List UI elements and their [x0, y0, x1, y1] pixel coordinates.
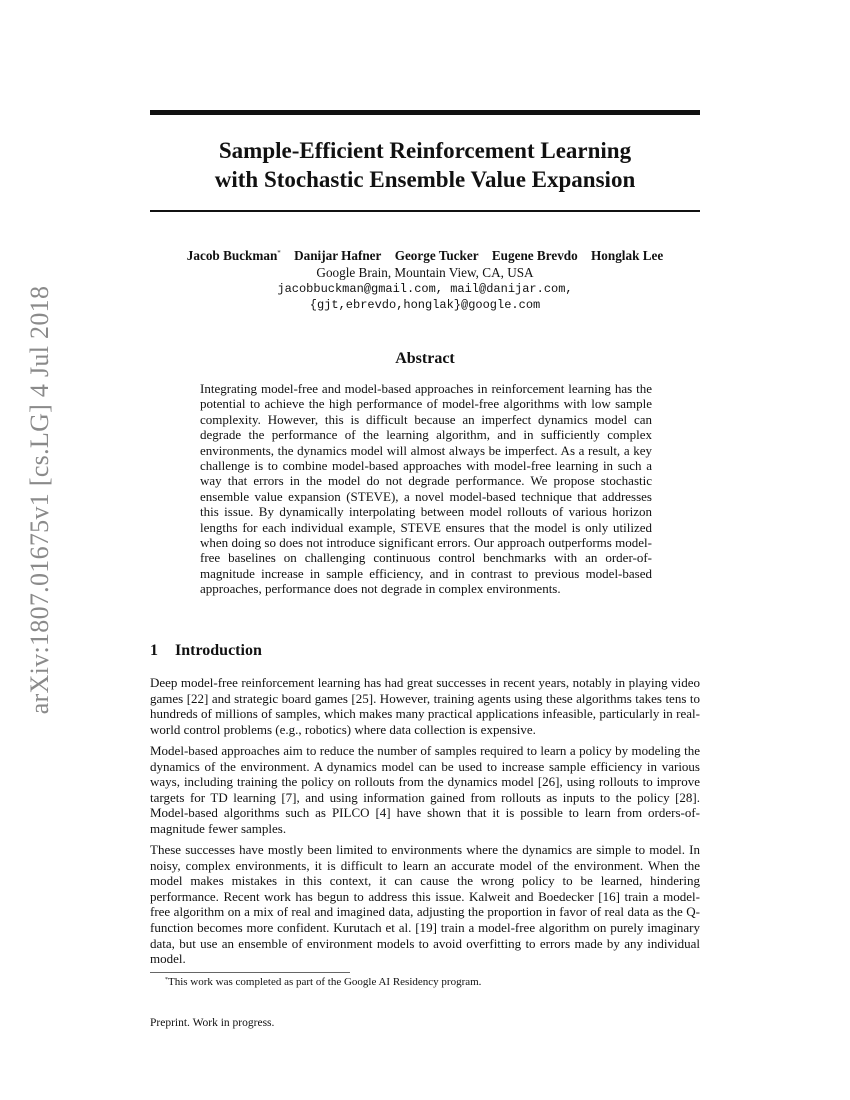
author: Eugene Brevdo: [491, 248, 578, 263]
author: [187, 248, 281, 263]
abstract-heading: Abstract: [395, 350, 455, 367]
title-bottom-rule: [150, 210, 700, 212]
footnote-mark: *: [277, 249, 281, 257]
affiliation: Google Brain, Mountain View, CA, USA: [316, 265, 534, 280]
author-list: [150, 248, 700, 264]
paper-title: [150, 136, 700, 194]
footnote: [165, 976, 481, 988]
preprint-note: Preprint. Work in progress.: [150, 1017, 275, 1029]
title-top-rule: [150, 110, 700, 115]
email-line-2: {gjt,ebrevdo,honglak}@google.com: [309, 298, 541, 312]
title-line-2: with Stochastic Ensemble Value Expansion: [214, 167, 636, 192]
author: George Tucker: [394, 248, 479, 263]
author: Honglak Lee: [591, 248, 664, 263]
intro-paragraph-3: These successes have mostly been limited to environments where the dynamics are simple to model. In noisy, complex environments, it is difficult to learn an accurate model of the environment. When the model makes mistakes in this context, it can cause the wrong policy to be learned, hindering performance. Recent work has begun to address this issue. Kalweit and Boedecker [16] train a model-free algorithm on a mix of real and imagined data, adjusting the proportion in favor of real data as the Q-function becomes more confident. Kurutach et al. [19] train a model-free algorithm on purely imaginary data, but use an ensemble of environment models to avoid overfitting to errors made by any individual model.: [150, 842, 700, 967]
abstract-text: Integrating model-free and model-based approaches in reinforcement learning has the potential to achieve the high performance of model-free algorithms with low sample complexity. However, this is difficult because an imperfect dynamics model can degrade the performance of the learning algorithm, and in sufficiently complex environments, the dynamics model will almost always be imperfect. As a result, a key challenge is to combine model-based approaches with model-free learning in such a way that errors in the model do not degrade performance. We propose stochastic ensemble value expansion (STEVE), a novel model-based technique that addresses this issue. By dynamically interpolating between model rollouts of various horizon lengths for each individual example, STEVE ensures that the model is only utilized when doing so does not introduce significant errors. Our approach outperforms model-free baselines on challenging continuous control benchmarks with an order-of-magnitude increase in sample efficiency, and in contrast to previous model-based approaches, performance does not degrade in complex environments.: [200, 381, 652, 597]
author: Danijar Hafner: [294, 248, 382, 263]
arxiv-identifier-text: arXiv:1807.01675v1 [cs.LG] 4 Jul 2018: [25, 285, 54, 715]
intro-paragraph-1: Deep model-free reinforcement learning has had great successes in recent years, notably in playing video games [22] and strategic board games [25]. However, training agents using these algorithms takes tens to hundreds of millions of samples, which makes many practical applications infeasible, particularly in real-world control problems (e.g., robotics) where data collection is expensive.: [150, 675, 700, 737]
intro-paragraph-2: Model-based approaches aim to reduce the number of samples required to learn a policy by modeling the dynamics of the environment. A dynamics model can be used to increase sample efficiency in various ways, including training the policy on rollouts from the dynamics model [26], using rollouts to improve targets for TD learning [7], and using information gained from rollouts as inputs to the policy [28]. Model-based algorithms such as PILCO [4] have shown that it is possible to learn from orders-of-magnitude fewer samples.: [150, 743, 700, 836]
title-line-1: Sample-Efficient Reinforcement Learning: [218, 138, 632, 163]
footnote-text: This work was completed as part of the Google AI Residency program.: [168, 976, 482, 988]
author-name: Jacob Buckman: [186, 248, 278, 263]
section-number: 1: [150, 642, 158, 659]
arxiv-identifier-stamp: [20, 285, 60, 715]
footnote-mark: *: [165, 977, 168, 983]
section-heading: [150, 642, 262, 660]
affiliation-block: [150, 265, 700, 313]
section-title: Introduction: [175, 642, 262, 659]
footnote-rule: [150, 972, 350, 973]
email-line-1: jacobbuckman@gmail.com, mail@danijar.com,: [277, 282, 573, 296]
